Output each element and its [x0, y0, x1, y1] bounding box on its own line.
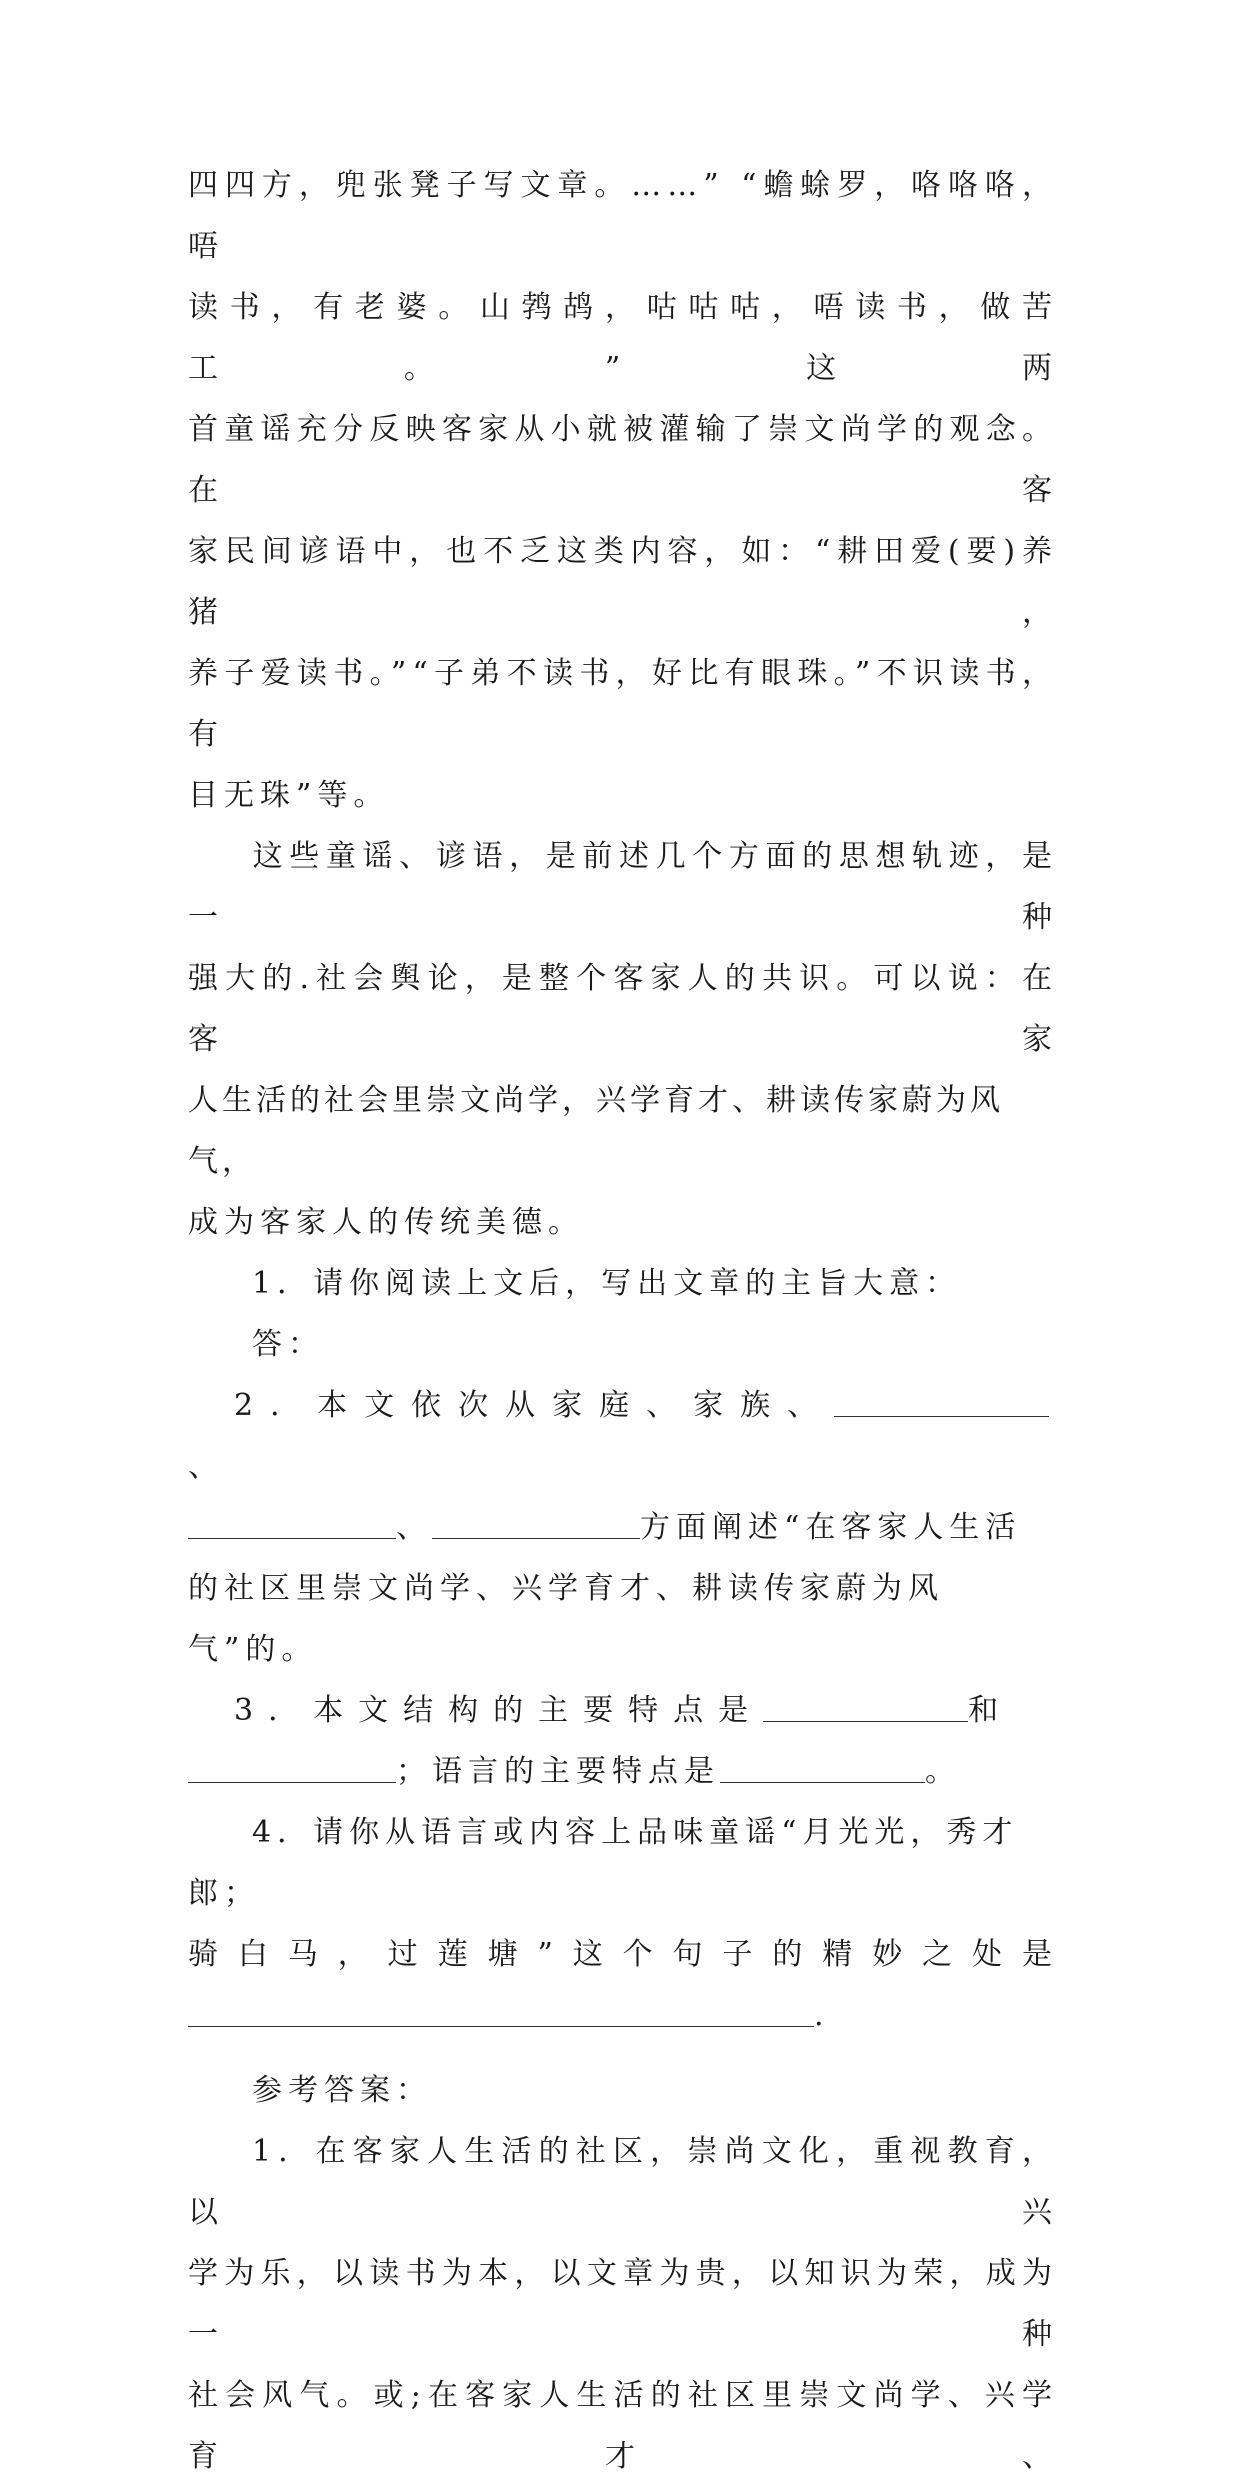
question-2-line-1 — [188, 1375, 1058, 1497]
question-2-line-3: 的社区里崇文尚学、兴学育才、耕读传家蔚为风气”的。 — [188, 1571, 944, 1667]
question-3-text: 3．本文结构的主要特点是 — [234, 1693, 764, 1728]
question-1 — [188, 1253, 1058, 1314]
question-2-text: 方面阐述“在客家人生活 — [640, 1510, 1022, 1545]
paragraph-text: 这些童谣、谚语，是前述几个方面的思想轨迹，是一种 — [188, 839, 1058, 935]
question-4-line-3 — [188, 1985, 1058, 2046]
answer-line: 学为乐，以读书为本，以文章为贵，以知识为荣，成为一种 — [188, 2256, 1058, 2352]
fill-blank[interactable] — [432, 1506, 640, 1539]
question-3-end: 。 — [925, 1754, 961, 1789]
answer-text: 1．在客家人生活的社区，崇尚文化，重视教育，以兴 — [188, 2134, 1058, 2230]
answer-line — [188, 2121, 1058, 2243]
paragraph-line: 四四方，兜张凳子写文章。……” “蟾蜍罗，咯咯咯，唔 — [188, 168, 1058, 264]
paragraph-line: 目无珠”等。 — [188, 778, 390, 813]
paragraph-line: 养子爱读书。”“子弟不读书，好比有眼珠。”不识读书，有 — [188, 656, 1058, 752]
question-2-line-2 — [188, 1497, 1058, 1558]
paragraph-line: 成为客家人的传统美德。 — [188, 1205, 584, 1240]
question-3-and: 和 — [968, 1693, 999, 1728]
question-3-text: ；语言的主要特点是 — [396, 1754, 720, 1789]
paragraph-line: 强大的.社会舆论，是整个客家人的共识。可以说：在客家 — [188, 961, 1058, 1057]
question-3-line-2 — [188, 1741, 1058, 1802]
paragraph-line: 家民间谚语中，也不乏这类内容，如：“耕田爱(要)养猪， — [188, 534, 1058, 630]
paragraph-line: 首童谣充分反映客家从小就被灌输了崇文尚学的观念。在客 — [188, 412, 1058, 508]
question-4-line-1 — [188, 1802, 1058, 1924]
separator: 、 — [396, 1510, 432, 1545]
question-3-line-1 — [188, 1680, 1058, 1741]
separator: 、 — [188, 1449, 218, 1484]
question-2-text: 2．本文依次从家庭、家族、 — [234, 1388, 835, 1423]
fill-blank[interactable] — [188, 1506, 396, 1539]
paragraph-line: 人生活的社会里崇文尚学，兴学育才、耕读传家蔚为风气， — [188, 1083, 1004, 1179]
answer-line: 社会风气。或;在客家人生活的社区里崇文尚学、兴学育才、 — [188, 2378, 1058, 2474]
paragraph-line — [188, 826, 1058, 948]
question-1-text: 1．请你阅读上文后，写出文章的主旨大意： — [252, 1266, 962, 1301]
fill-blank[interactable] — [763, 1689, 968, 1722]
fill-blank[interactable] — [834, 1384, 1049, 1417]
answer-label — [188, 1314, 1058, 1375]
document-page — [188, 155, 1058, 2487]
answers-heading — [188, 2060, 1058, 2121]
fill-blank[interactable] — [720, 1750, 925, 1783]
answer-label-text: 答： — [252, 1327, 324, 1362]
answers-heading-text: 参考答案： — [252, 2073, 432, 2108]
fill-blank[interactable] — [188, 1994, 814, 2027]
paragraph-line: 读书，有老婆。山鹁鸪，咕咕咕，唔读书，做苦工。”这两 — [188, 290, 1058, 386]
fill-blank[interactable] — [188, 1750, 396, 1783]
question-4-end: . — [814, 1998, 830, 2033]
question-4-line-2: 骑白马，过莲塘”这个句子的精妙之处是 — [188, 1937, 1058, 1972]
question-4-text: 4．请你从语言或内容上品味童谣“月光光，秀才郎； — [188, 1815, 1019, 1911]
